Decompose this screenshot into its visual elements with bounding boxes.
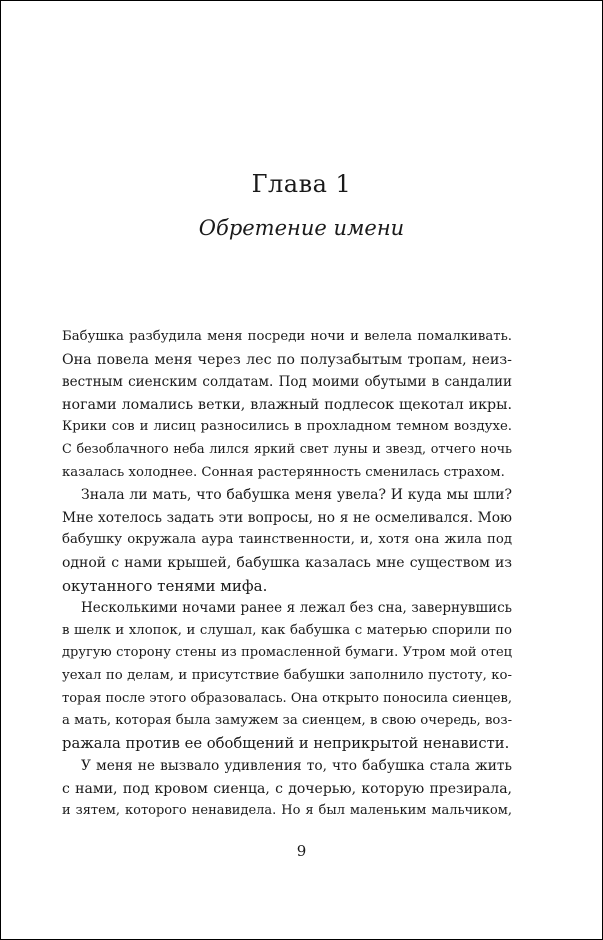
text-line: Крики сов и лисиц разносились в прохладном темном воздухе. (62, 419, 512, 435)
text-line: Мне хотелось задать эти вопросы, но я не осмеливался. Мою (62, 509, 512, 526)
text-line: Несколькими ночами ранее я лежал без сна, завернувшись (81, 600, 512, 617)
page-number: 9 (296, 842, 307, 860)
text-line: в шелк и хлопок, и слушал, как бабушка с матерью спорили по (62, 622, 512, 638)
paragraph (62, 484, 512, 597)
text-line: с нами, под кровом сиенца, с дочерью, которую презирала, (62, 780, 512, 797)
text-line: бабушку окружала аура таинственности, и, хотя она жила под (62, 532, 512, 548)
text-line: С безоблачного неба лился яркий свет луны и звезд, отчего ночь (62, 441, 512, 457)
text-line: Знала ли мать, что бабушка меня увела? И куда мы шли? (81, 487, 512, 504)
text-line: Она повела меня через лес по полузабытым тропам, неиз- (62, 351, 512, 368)
paragraph (62, 597, 512, 755)
text-line: казалась холоднее. Сонная растерянность сменилась страхом. (62, 464, 505, 480)
text-line: одной с нами крышей, бабушка казалась мне существом из (62, 554, 512, 571)
text-line: Бабушка разбудила меня посреди ночи и велела помалкивать. (62, 329, 512, 344)
text-line: другую сторону стены из промасленной бумаги. Утром мой отец (62, 645, 512, 661)
text-line: У меня не вызвало удивления то, что бабушка стала жить (81, 758, 512, 775)
text-line: а мать, которая была замужем за сиенцем, в свою очередь, воз- (62, 713, 513, 729)
paragraph (62, 755, 512, 823)
text-line: ражала против ее обобщений и неприкрытой ненависти. (62, 734, 510, 752)
chapter-subtitle: Обретение имени (198, 216, 405, 240)
text-line: вестным сиенским солдатам. Под моими обутыми в сандалии (62, 374, 512, 391)
chapter-title: Глава 1 (251, 170, 352, 198)
body-text (62, 326, 512, 823)
paragraph (62, 326, 512, 484)
text-line: уехал по делам, и присутствие бабушки заполнило пустоту, ко- (62, 667, 512, 683)
text-line: торая после этого образовалась. Она открыто поносила сиенцев, (62, 690, 512, 706)
text-line: и зятем, которого ненавидела. Но я был маленьким мальчиком, (62, 803, 512, 819)
text-line: ногами ломались ветки, влажный подлесок щекотал икры. (62, 396, 512, 413)
text-line: окутанного тенями мифа. (62, 576, 268, 595)
